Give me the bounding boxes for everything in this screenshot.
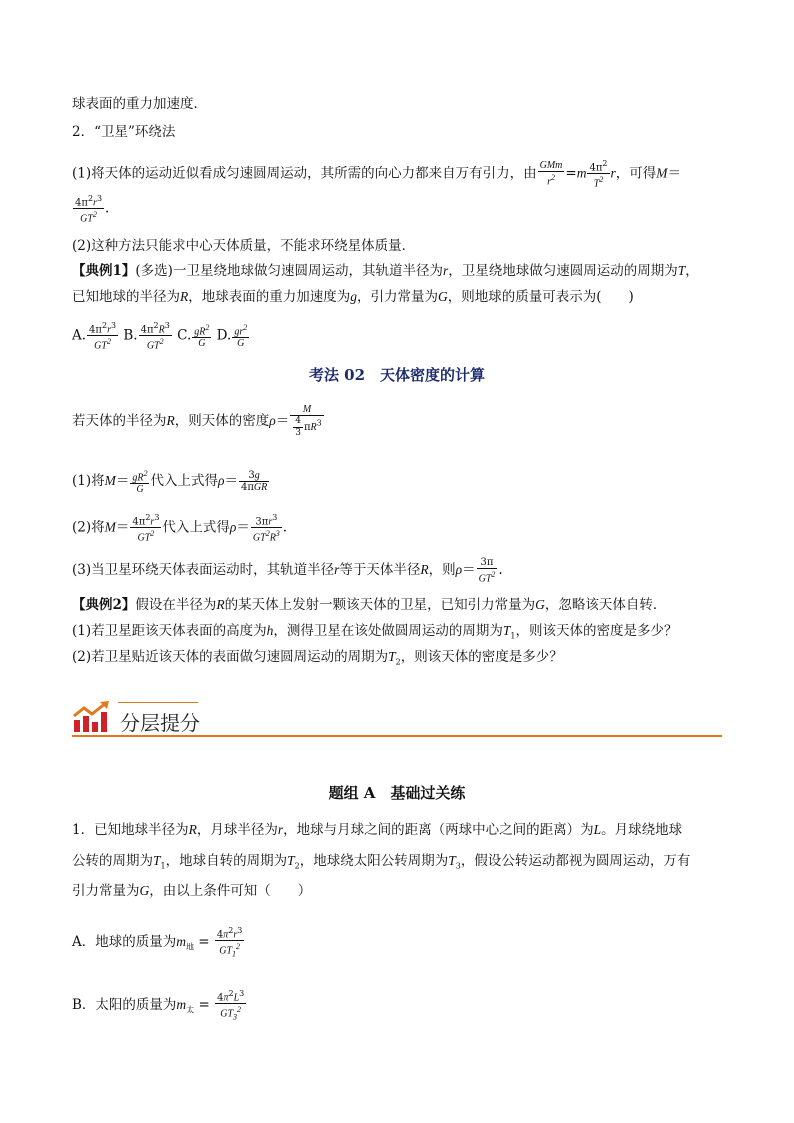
text-line: 已知地球的半径为R，地球表面的重力加速度为g，引力常量为G，则地球的质量可表示为( ) [72, 289, 634, 305]
formula: $\frac{4\pi^2r^3}{GT^2}$ . [75, 194, 110, 225]
option-b: B．太阳的质量为$m_太$ = $\frac{4\pi^2L^3}{GT_3^2}$ [72, 989, 245, 1022]
text-line: 公转的周期为$T_1$，地球自转的周期为$T_2$，地球绕太阳公转周期为$T_3$，假设公转运动都视为圆周运动，万有 [72, 853, 691, 871]
example-2: 【典例2】假设在半径为R的某天体上发射一颗该天体的卫星，已知引力常量为G，忽略该天体自转． [72, 597, 667, 613]
text-line: 若天体的半径为R，则天体的密度ρ＝ M $\frac{4}{3}$ $\pi R^3$ [72, 404, 322, 438]
text-line: (1)将M＝ $\frac{gR^2}{G}$ 代入上式得ρ＝ $\frac{3g}{\text{4πGR}}$ [72, 469, 268, 496]
question-1: 1．已知地球半径为R，月球半径为r，地球与月球之间的距离（两球中心之间的距离）为L。月球绕地球 [72, 822, 683, 838]
text-line: 球表面的重力加速度． [72, 96, 207, 112]
text-line: (2)将M＝ $\frac{4\pi^2r^3}{GT^2}$ 代入上式得ρ＝ $\frac{3\pi r^3}{GT^2R^3}$ . [72, 513, 288, 544]
banner-divider [118, 702, 198, 703]
option-a: A．地球的质量为$m_地$ = $\frac{4\pi^2r^3}{GT_1^2}$ [72, 926, 243, 959]
text-line: 引力常量为G，由以上条件可知（ ） [72, 883, 312, 899]
group-heading: 题组 A 基础过关练 [328, 784, 466, 802]
text-line: (2)这种方法只能求中心天体质量，不能求环绕星体质量． [72, 238, 416, 254]
rising-chart-icon [72, 700, 112, 734]
text-line: (1)若卫星距该天体表面的高度为h，测得卫星在该处做圆周运动的周期为$T_1$，则该天体的密度是多少？ [72, 623, 678, 641]
example-1: 【典例1】(多选)一卫星绕地球做匀速圆周运动，其轨道半径为r，卫星绕地球做匀速圆周运动的周期为T， [72, 263, 699, 279]
banner-title: 分层提分 [120, 711, 200, 735]
options-row: A. $\frac{4\pi^2r^3}{GT^2}$ B. $\frac{4\pi^2R^3}{GT^2}$ C. $\frac{gR^2}{G}$ D. $\frac{gr^2}{G}$ [72, 321, 248, 352]
text-line: (1)将天体的运动近似看成匀速圆周运动，其所需的向心力都来自万有引力，由 $\frac{\text{GMm}}{r^2}$ =m $\frac{4\pi^2}{T^2}$ r，可得M＝ [72, 159, 682, 190]
text-line: (2)若卫星贴近该天体的表面做匀速圆周运动的周期为$T_2$，则该天体的密度是多少？ [72, 649, 563, 667]
text-line: 2．“卫星”环绕法 [72, 124, 176, 140]
text-line: (3)当卫星环绕天体表面运动时，其轨道半径r等于天体半径R，则ρ＝ $\frac{3\pi}{GT^2}$ . [72, 557, 503, 585]
section-heading: 考法 02 天体密度的计算 [308, 366, 486, 384]
banner-underline [72, 735, 722, 737]
